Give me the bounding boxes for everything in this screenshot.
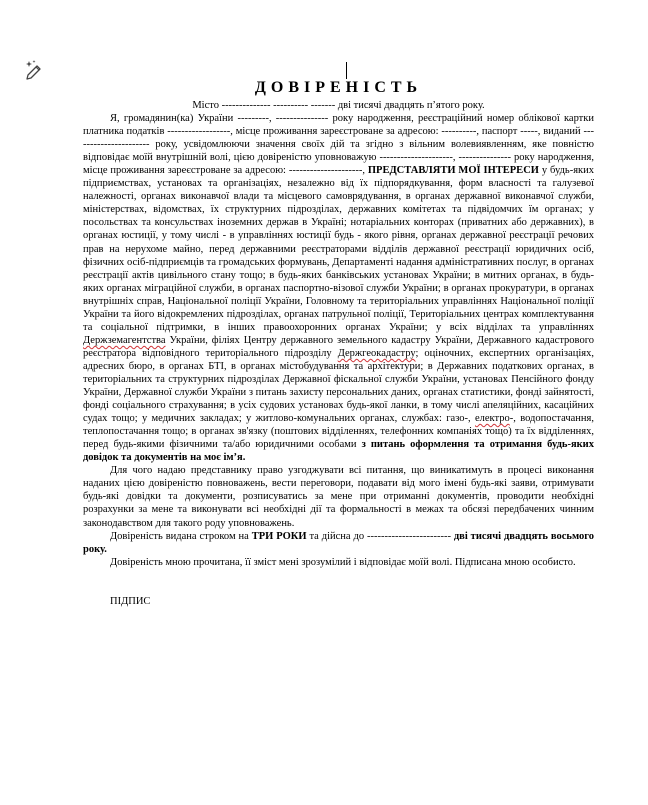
spellcheck-word[interactable]: Держгеокадастру [337,347,416,359]
validity-text: Довіреність видана строком на [110,530,252,542]
document-title: ДОВІРЕНІСТЬ [254,79,423,96]
purpose-statement: з питань оформлення та отримання будь-яких довідок та документів на моє ім’я. [83,439,594,464]
institutions-list-3: ; оціночних, експертних організаціях, адресних бюро, в органах БТІ, в органах містобудування та архітектури; в Державних податкових органах, в територіальних та структурних підрозділах Державної фіскальної служби України, установах Пенсійного фонду України, Державної служби України з питань захисту персональних даних, органах статистики, фонді зайнятості, фонді соціального страхування; в усіх судових установах будь-якої ланки, в тому числі апеляційних, касаційних судах тощо; у медичних закладах; у житлово-комунальних органах, службах: газо-, [83,347,594,425]
institutions-list: у будь-яких підприємствах, установах та організаціях, незалежно від їх підпорядкування, форм власності та галузевої належності, органах виконавчої влади та місцевого самоврядування, в органах державної виконавчої служби, міністерствах, відомствах, їх структурних підрозділах, державних комітетах та підвідомчих їм органах; у посольствах та консульствах іноземних держав в Україні; нотаріальних конторах (приватних або державних), в органах юстиції, у тому числі - в управліннях юстиції будь - якого рівня, органах державної реєстрації речових прав на нерухоме майно, перед державними реєстраторами відділів державної реєстрації юридичних осіб, фізичних осіб-підприємців та громадських формувань, Департаменті надання адміністративних послуг, в органах реєстрації актів цивільного стану тощо; в будь-яких банківських установах України; в митних органах, в будь-яких органах міграційної служби, в органах паспортно-візової служби України; в органах прокуратури, в органах внутрішніх справ, Національної поліції України, Головному та територіальних управліннях Національної поліції України та його відокремлених підрозділах, органах патрульної поліції, Територіальних центрах комплектування та соціальної підтримки, в інших правоохоронних органах України; у всіх відділах та управліннях [83,165,594,333]
spellcheck-word[interactable]: електро [475,413,510,425]
represent-interests-heading: ПРЕДСТАВЛЯТИ МОЇ ІНТЕРЕСИ [367,165,539,177]
institutions-list-2: України, філіях Центру державного земельного кадастру України, Державного кадастрового реєстратора відповідного територіального підрозділу [83,334,594,359]
signature-line: ПІДПИС [110,595,151,607]
document-page[interactable] [83,79,594,608]
validity-until: та дійсна до ------------------------ [306,530,454,542]
validity-year: дві тисячі двадцять восьмого року. [83,530,594,555]
principal-details: Я, громадянин(ка) України ---------, --------------- року народження, реєстраційний номер облікової картки платника податків ------------------, місце проживання зареєстроване за адресою: ----------, паспорт -----, виданий ---------------------- року, усвідомлюючи значення своїх дій та згідно з вільним волевиявленням, яке повністю відповідає моїй внутрішній волі, цією довіреністю уповноважую ---------------------, --------------- року народження, місце проживання зареєстроване за адресою: ---------------------, [83,113,594,177]
institutions-list-4: -, водопостачання, теплопостачання тощо; в органах зв'язку (поштових відділеннях, телефонних компаніях тощо) та їх відділеннях, перед будь-якими фізичними та/або юридичними особами [83,413,595,451]
spellcheck-word[interactable]: Держземагентства [83,334,166,346]
acknowledgement-paragraph: Довіреність мною прочитана, її зміст мені зрозумілий і відповідає моїй волі. Підписана мною особисто. [110,556,576,568]
ai-edit-icon[interactable] [23,58,45,80]
validity-paragraph [83,530,594,556]
main-paragraph [83,112,594,464]
city-date-line: Місто -------------- ---------- ------- дві тисячі двадцять п’ятого року. [192,100,485,111]
text-cursor [346,62,347,79]
validity-term: ТРИ РОКИ [251,530,307,542]
powers-paragraph: Для чого надаю представнику право узгоджувати всі питання, що виникатимуть в процесі виконання наданих цією довіреністю повноважень, вести переговори, подавати від мого імені будь-які заяви, отримувати будь-які довідки та документи, розписуватись за мене при отриманні документів, проводити необхідні розрахунки за мене та виконувати всі необхідні дії та формальності в межах та обсязі передбачених чинним законодавством для такого роду уповноважень. [83,465,594,529]
